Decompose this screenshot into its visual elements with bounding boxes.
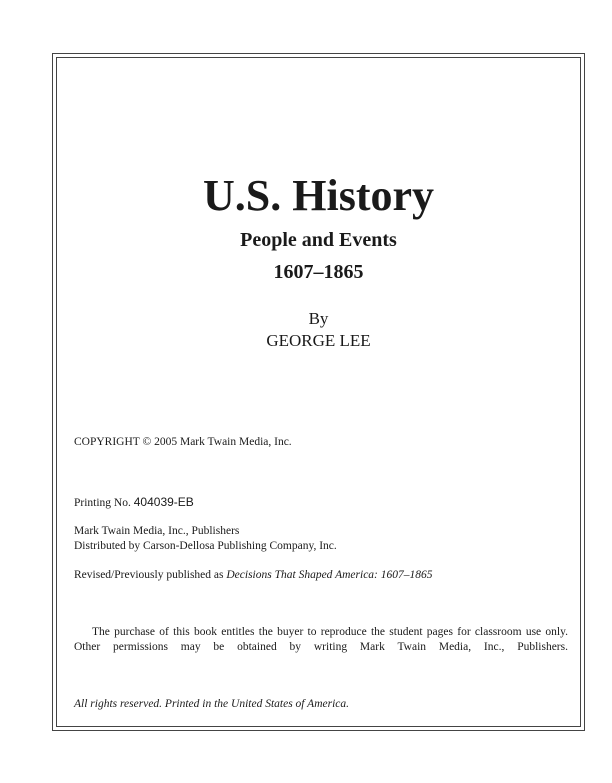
- book-years: 1607–1865: [273, 261, 364, 283]
- book-subtitle: People and Events: [240, 229, 397, 251]
- revised-title: Decisions That Shaped America: 1607–1865: [226, 569, 433, 581]
- author-name: GEORGE LEE: [266, 331, 371, 350]
- printing-line: [74, 495, 194, 511]
- purchase-notice: The purchase of this book entitles the buyer to reproduce the student pages for classroom use only. Other permissions may be obtained by writing Mark Twain Media, Inc., Publishers.: [74, 626, 568, 653]
- copyright-notice: COPYRIGHT © 2005 Mark Twain Media, Inc.: [74, 436, 292, 448]
- publisher-line: Mark Twain Media, Inc., Publishers: [74, 525, 240, 537]
- by-label: By: [308, 309, 329, 328]
- book-title: U.S. History: [203, 171, 434, 220]
- revised-line: [74, 568, 433, 583]
- revised-prefix: Revised/Previously published as: [74, 569, 224, 581]
- printing-number: 404039-EB: [133, 495, 194, 509]
- distributor-line: Distributed by Carson-Dellosa Publishing Company, Inc.: [74, 540, 337, 552]
- printing-label: Printing No.: [74, 497, 131, 509]
- rights-statement: All rights reserved. Printed in the United States of America.: [74, 698, 350, 710]
